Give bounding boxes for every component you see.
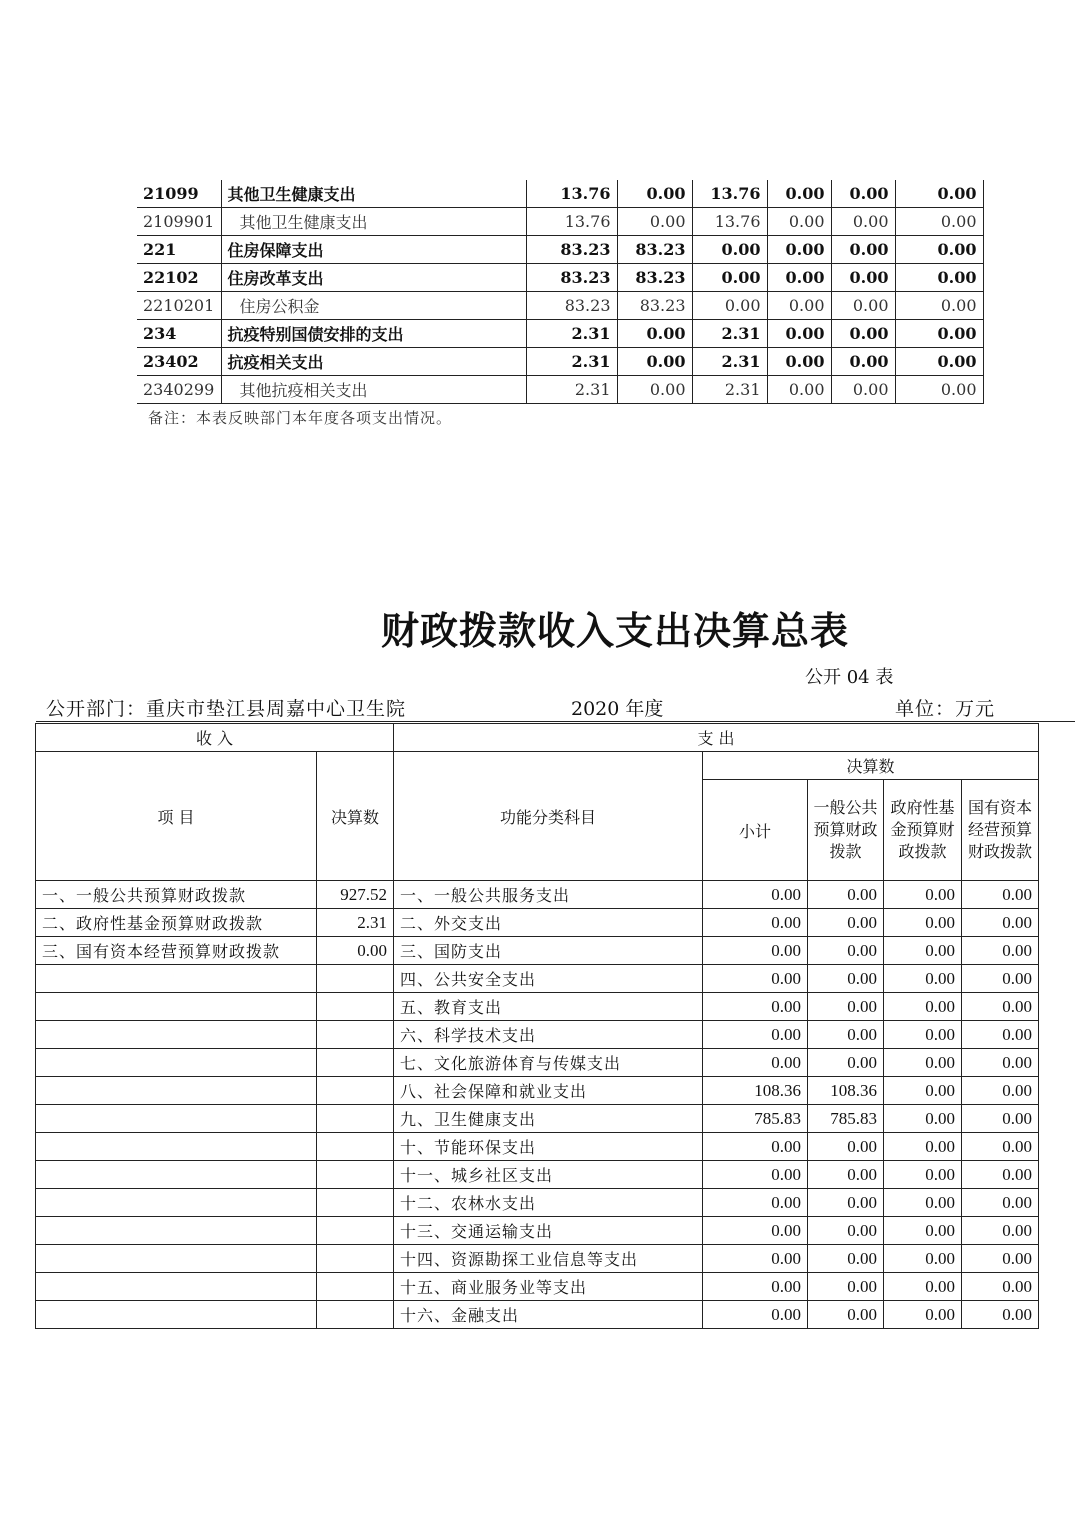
general-cell: 0.00 xyxy=(808,1133,884,1161)
value-cell: 0.00 xyxy=(895,320,983,348)
general-cell: 0.00 xyxy=(808,909,884,937)
income-amount-header: 决算数 xyxy=(317,752,394,881)
form-number: 公开 04 表 xyxy=(805,667,894,688)
table-row xyxy=(36,1245,1039,1273)
income-amount-cell xyxy=(317,1133,394,1161)
subtotal-cell: 108.36 xyxy=(703,1077,808,1105)
table-row xyxy=(36,1301,1039,1329)
table-row xyxy=(36,1077,1039,1105)
fund-cell: 0.00 xyxy=(884,909,962,937)
item-header: 项 目 xyxy=(36,752,317,881)
code-cell: 234 xyxy=(137,320,221,348)
income-item-cell: 三、国有资本经营预算财政拨款 xyxy=(36,937,317,965)
value-cell: 0.00 xyxy=(831,236,895,264)
value-cell: 0.00 xyxy=(895,292,983,320)
state-cell: 0.00 xyxy=(962,909,1039,937)
table-row xyxy=(36,1189,1039,1217)
fund-cell: 0.00 xyxy=(884,993,962,1021)
summary-table xyxy=(35,723,1039,1329)
value-cell: 2.31 xyxy=(692,348,767,376)
table-row xyxy=(137,320,983,348)
value-cell: 83.23 xyxy=(526,264,617,292)
table-row xyxy=(36,1161,1039,1189)
expense-item-cell: 十三、交通运输支出 xyxy=(394,1217,703,1245)
name-cell: 住房公积金 xyxy=(221,292,526,320)
fund-cell: 0.00 xyxy=(884,1133,962,1161)
state-cell: 0.00 xyxy=(962,881,1039,909)
general-cell: 0.00 xyxy=(808,1217,884,1245)
income-item-cell xyxy=(36,1273,317,1301)
expense-header: 支 出 xyxy=(394,724,1039,752)
code-cell: 21099 xyxy=(137,180,221,208)
page-title: 财政拨款收入支出决算总表 xyxy=(380,608,849,653)
state-cell: 0.00 xyxy=(962,1105,1039,1133)
table-row xyxy=(36,881,1039,909)
state-cell: 0.00 xyxy=(962,993,1039,1021)
value-cell: 0.00 xyxy=(767,320,831,348)
value-cell: 0.00 xyxy=(895,236,983,264)
value-cell: 0.00 xyxy=(767,180,831,208)
expense-item-cell: 二、外交支出 xyxy=(394,909,703,937)
expense-item-cell: 六、科学技术支出 xyxy=(394,1021,703,1049)
income-amount-cell xyxy=(317,1301,394,1329)
value-cell: 2.31 xyxy=(692,376,767,404)
table-row xyxy=(137,180,983,208)
expense-item-cell: 五、教育支出 xyxy=(394,993,703,1021)
income-item-cell xyxy=(36,1245,317,1273)
subtotal-cell: 0.00 xyxy=(703,1217,808,1245)
income-amount-cell: 0.00 xyxy=(317,937,394,965)
income-item-cell xyxy=(36,1077,317,1105)
value-cell: 0.00 xyxy=(767,208,831,236)
fund-cell: 0.00 xyxy=(884,1105,962,1133)
code-cell: 22102 xyxy=(137,264,221,292)
value-cell: 0.00 xyxy=(617,320,692,348)
income-item-cell xyxy=(36,1161,317,1189)
code-cell: 221 xyxy=(137,236,221,264)
table-row xyxy=(36,1273,1039,1301)
table-row xyxy=(137,376,983,404)
value-cell: 0.00 xyxy=(895,348,983,376)
subtotal-cell: 0.00 xyxy=(703,1245,808,1273)
state-cell: 0.00 xyxy=(962,1021,1039,1049)
state-cell: 0.00 xyxy=(962,1189,1039,1217)
income-amount-cell: 927.52 xyxy=(317,881,394,909)
general-cell: 108.36 xyxy=(808,1077,884,1105)
table-row xyxy=(36,993,1039,1021)
general-cell: 0.00 xyxy=(808,1301,884,1329)
subtotal-cell: 0.00 xyxy=(703,1049,808,1077)
value-cell: 0.00 xyxy=(831,264,895,292)
subtotal-cell: 785.83 xyxy=(703,1105,808,1133)
income-item-cell xyxy=(36,1133,317,1161)
state-capital-header: 国有资本经营预算财政拨款 xyxy=(962,780,1039,881)
state-cell: 0.00 xyxy=(962,1245,1039,1273)
value-cell: 83.23 xyxy=(617,236,692,264)
table-row xyxy=(36,1217,1039,1245)
gov-fund-header: 政府性基金预算财政拨款 xyxy=(884,780,962,881)
general-cell: 0.00 xyxy=(808,965,884,993)
value-cell: 0.00 xyxy=(831,348,895,376)
general-cell: 0.00 xyxy=(808,1049,884,1077)
income-header: 收 入 xyxy=(36,724,394,752)
income-amount-cell xyxy=(317,1077,394,1105)
income-amount-cell xyxy=(317,993,394,1021)
value-cell: 2.31 xyxy=(526,348,617,376)
final-amount-header: 决算数 xyxy=(703,752,1039,780)
fund-cell: 0.00 xyxy=(884,1301,962,1329)
income-item-cell xyxy=(36,993,317,1021)
value-cell: 13.76 xyxy=(526,208,617,236)
state-cell: 0.00 xyxy=(962,1217,1039,1245)
fund-cell: 0.00 xyxy=(884,1161,962,1189)
income-item-cell xyxy=(36,1189,317,1217)
income-item-cell xyxy=(36,1217,317,1245)
fund-cell: 0.00 xyxy=(884,1077,962,1105)
state-cell: 0.00 xyxy=(962,937,1039,965)
subtotal-cell: 0.00 xyxy=(703,1021,808,1049)
code-cell: 2210201 xyxy=(137,292,221,320)
general-cell: 0.00 xyxy=(808,993,884,1021)
table-row xyxy=(137,264,983,292)
subtotal-cell: 0.00 xyxy=(703,1189,808,1217)
general-cell: 785.83 xyxy=(808,1105,884,1133)
general-budget-header: 一般公共预算财政拨款 xyxy=(808,780,884,881)
code-cell: 23402 xyxy=(137,348,221,376)
income-amount-cell xyxy=(317,1189,394,1217)
income-amount-cell: 2.31 xyxy=(317,909,394,937)
state-cell: 0.00 xyxy=(962,965,1039,993)
value-cell: 0.00 xyxy=(692,264,767,292)
table-row xyxy=(36,1049,1039,1077)
name-cell: 住房改革支出 xyxy=(221,264,526,292)
expense-item-cell: 一、一般公共服务支出 xyxy=(394,881,703,909)
value-cell: 0.00 xyxy=(692,236,767,264)
value-cell: 83.23 xyxy=(526,292,617,320)
value-cell: 13.76 xyxy=(526,180,617,208)
subtotal-cell: 0.00 xyxy=(703,1133,808,1161)
name-cell: 抗疫特别国债安排的支出 xyxy=(221,320,526,348)
income-amount-cell xyxy=(317,1021,394,1049)
fund-cell: 0.00 xyxy=(884,881,962,909)
value-cell: 0.00 xyxy=(767,376,831,404)
expense-item-cell: 七、文化旅游体育与传媒支出 xyxy=(394,1049,703,1077)
general-cell: 0.00 xyxy=(808,1021,884,1049)
table-note: 备注：本表反映部门本年度各项支出情况。 xyxy=(148,409,453,427)
subtotal-cell: 0.00 xyxy=(703,881,808,909)
state-cell: 0.00 xyxy=(962,1049,1039,1077)
subtotal-cell: 0.00 xyxy=(703,965,808,993)
value-cell: 0.00 xyxy=(617,180,692,208)
state-cell: 0.00 xyxy=(962,1301,1039,1329)
income-item-cell xyxy=(36,1049,317,1077)
fund-cell: 0.00 xyxy=(884,965,962,993)
income-amount-cell xyxy=(317,1161,394,1189)
expense-item-cell: 十二、农林水支出 xyxy=(394,1189,703,1217)
name-cell: 其他卫生健康支出 xyxy=(221,208,526,236)
income-item-cell xyxy=(36,1105,317,1133)
subtotal-cell: 0.00 xyxy=(703,909,808,937)
subtotal-cell: 0.00 xyxy=(703,937,808,965)
state-cell: 0.00 xyxy=(962,1133,1039,1161)
value-cell: 2.31 xyxy=(526,320,617,348)
general-cell: 0.00 xyxy=(808,1161,884,1189)
income-item-cell: 一、一般公共预算财政拨款 xyxy=(36,881,317,909)
income-amount-cell xyxy=(317,1245,394,1273)
name-cell: 其他抗疫相关支出 xyxy=(221,376,526,404)
value-cell: 2.31 xyxy=(526,376,617,404)
fund-cell: 0.00 xyxy=(884,937,962,965)
value-cell: 0.00 xyxy=(895,180,983,208)
expense-item-cell: 十六、金融支出 xyxy=(394,1301,703,1329)
expense-item-cell: 三、国防支出 xyxy=(394,937,703,965)
value-cell: 83.23 xyxy=(617,264,692,292)
table-row xyxy=(137,208,983,236)
income-item-cell: 二、政府性基金预算财政拨款 xyxy=(36,909,317,937)
income-item-cell xyxy=(36,965,317,993)
value-cell: 83.23 xyxy=(617,292,692,320)
name-cell: 住房保障支出 xyxy=(221,236,526,264)
state-cell: 0.00 xyxy=(962,1161,1039,1189)
fund-cell: 0.00 xyxy=(884,1049,962,1077)
code-cell: 2340299 xyxy=(137,376,221,404)
general-cell: 0.00 xyxy=(808,937,884,965)
general-cell: 0.00 xyxy=(808,1189,884,1217)
income-item-cell xyxy=(36,1301,317,1329)
func-category-header: 功能分类科目 xyxy=(394,752,703,881)
subtotal-cell: 0.00 xyxy=(703,1301,808,1329)
subtotal-header: 小计 xyxy=(703,780,808,881)
value-cell: 0.00 xyxy=(767,348,831,376)
value-cell: 0.00 xyxy=(895,208,983,236)
value-cell: 0.00 xyxy=(617,376,692,404)
table-row xyxy=(36,909,1039,937)
subtotal-cell: 0.00 xyxy=(703,1161,808,1189)
state-cell: 0.00 xyxy=(962,1273,1039,1301)
table-row xyxy=(36,1133,1039,1161)
value-cell: 0.00 xyxy=(617,208,692,236)
value-cell: 13.76 xyxy=(692,180,767,208)
expense-item-cell: 九、卫生健康支出 xyxy=(394,1105,703,1133)
value-cell: 0.00 xyxy=(831,376,895,404)
income-amount-cell xyxy=(317,1217,394,1245)
expense-item-cell: 八、社会保障和就业支出 xyxy=(394,1077,703,1105)
expense-item-cell: 十、节能环保支出 xyxy=(394,1133,703,1161)
expense-detail-table xyxy=(137,180,984,404)
value-cell: 0.00 xyxy=(617,348,692,376)
value-cell: 0.00 xyxy=(831,292,895,320)
value-cell: 2.31 xyxy=(692,320,767,348)
fund-cell: 0.00 xyxy=(884,1021,962,1049)
name-cell: 其他卫生健康支出 xyxy=(221,180,526,208)
value-cell: 0.00 xyxy=(895,376,983,404)
value-cell: 0.00 xyxy=(831,180,895,208)
income-item-cell xyxy=(36,1021,317,1049)
table-row xyxy=(36,1105,1039,1133)
value-cell: 0.00 xyxy=(692,292,767,320)
income-amount-cell xyxy=(317,1105,394,1133)
name-cell: 抗疫相关支出 xyxy=(221,348,526,376)
value-cell: 83.23 xyxy=(526,236,617,264)
state-cell: 0.00 xyxy=(962,1077,1039,1105)
table-row xyxy=(137,236,983,264)
subtotal-cell: 0.00 xyxy=(703,993,808,1021)
value-cell: 13.76 xyxy=(692,208,767,236)
department-label: 公开部门：重庆市垫江县周嘉中心卫生院 xyxy=(46,698,407,720)
value-cell: 0.00 xyxy=(895,264,983,292)
subtotal-cell: 0.00 xyxy=(703,1273,808,1301)
value-cell: 0.00 xyxy=(767,292,831,320)
income-amount-cell xyxy=(317,965,394,993)
fund-cell: 0.00 xyxy=(884,1273,962,1301)
expense-item-cell: 四、公共安全支出 xyxy=(394,965,703,993)
table-row xyxy=(137,292,983,320)
table-row xyxy=(137,348,983,376)
table-row xyxy=(36,965,1039,993)
header-rule xyxy=(36,721,1075,722)
fiscal-year: 2020 年度 xyxy=(571,698,664,720)
general-cell: 0.00 xyxy=(808,1273,884,1301)
expense-item-cell: 十一、城乡社区支出 xyxy=(394,1161,703,1189)
value-cell: 0.00 xyxy=(767,236,831,264)
fund-cell: 0.00 xyxy=(884,1217,962,1245)
fund-cell: 0.00 xyxy=(884,1189,962,1217)
code-cell: 2109901 xyxy=(137,208,221,236)
general-cell: 0.00 xyxy=(808,1245,884,1273)
expense-item-cell: 十四、资源勘探工业信息等支出 xyxy=(394,1245,703,1273)
value-cell: 0.00 xyxy=(831,208,895,236)
value-cell: 0.00 xyxy=(767,264,831,292)
unit-label: 单位：万元 xyxy=(895,698,996,720)
table-row xyxy=(36,937,1039,965)
expense-item-cell: 十五、商业服务业等支出 xyxy=(394,1273,703,1301)
income-amount-cell xyxy=(317,1273,394,1301)
income-amount-cell xyxy=(317,1049,394,1077)
table-row xyxy=(36,1021,1039,1049)
general-cell: 0.00 xyxy=(808,881,884,909)
value-cell: 0.00 xyxy=(831,320,895,348)
fund-cell: 0.00 xyxy=(884,1245,962,1273)
